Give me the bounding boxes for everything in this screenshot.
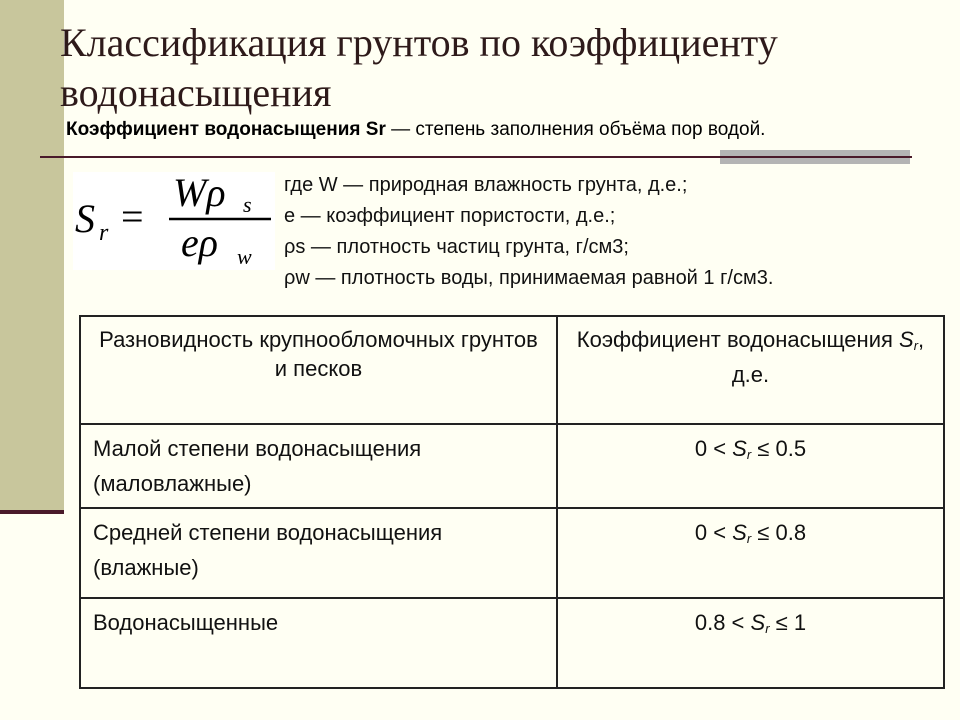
table-row [80,598,944,688]
soil-type-cell: Малой степени водонасыщения (маловлажные) [80,424,557,508]
slide-title: Классификация грунтов по коэффициенту водонасыщения [60,20,778,115]
formula-lhs: S [75,196,95,241]
header-coefficient-text: Коэффициент водонасыщения [576,327,900,352]
variable-legend [284,170,773,294]
formula-numerator: Wρ [173,172,226,215]
header-coefficient-symbol: $S_r$ [899,327,919,353]
legend-line: ρw — плотность воды, принимаемая равной 1 г/см3. [284,267,774,289]
divider-line [40,156,912,158]
range-cell: $0 < S_r \le 0.5$ [557,424,944,508]
formula-numerator-sub: s [243,192,252,217]
header-soil-type: Разновидность крупнообломочных грунтов и песков [80,316,557,424]
formula-denominator-sub: w [237,244,252,269]
formula-lhs-sub: r [99,220,109,246]
formula-denominator: eρ [181,220,218,265]
classification-table [79,315,945,689]
definition-line [66,119,765,141]
header-coefficient [557,316,944,424]
table-header-row [80,316,944,424]
soil-type-cell: Водонасыщенные [80,598,557,688]
table-row [80,508,944,598]
table-row [80,424,944,508]
left-accent-bar [0,0,64,512]
formula-svg [73,172,275,270]
legend-line: ρs — плотность частиц грунта, г/см3; [284,236,629,258]
header-coefficient-unit: , д.е. [731,327,925,387]
left-accent-line [0,510,64,514]
soil-type-cell: Средней степени водонасыщения (влажные) [80,508,557,598]
definition-term: Коэффициент водонасыщения Sr [66,119,386,140]
definition-text: — степень заполнения объёма пор водой. [385,119,766,140]
range-cell: $0.8 < S_r \le 1$ [557,598,944,688]
legend-line: где W — природная влажность грунта, д.е.; [284,174,688,196]
range-cell: $0 < S_r \le 0.8$ [557,508,944,598]
legend-line: е — коэффициент пористости, д.е.; [284,205,616,227]
formula [73,172,275,270]
formula-equals: = [121,194,144,239]
